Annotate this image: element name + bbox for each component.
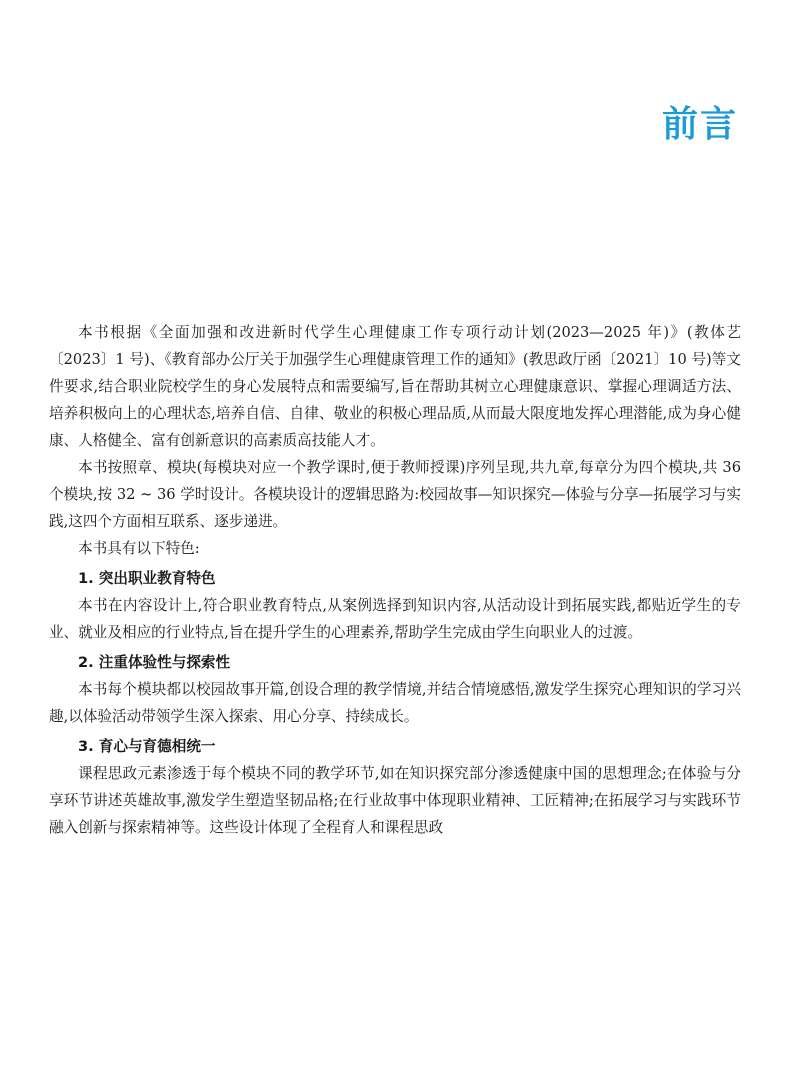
feature-heading-1: 1. 突出职业教育特色 (78, 570, 216, 587)
paragraph-feature-3: 课程思政元素渗透于每个模块不同的教学环节,如在知识探究部分渗透健康中国的思想理念;在体验与分享环节讲述英雄故事,激发学生塑造坚韧品格;在行业故事中体现职业精神、工匠精神;在拓展学习与实践环节融入创新与探索精神等。这些设计体现了全程育人和课程思政 (49, 765, 741, 836)
paragraph-feature-1: 本书在内容设计上,符合职业教育特点,从案例选择到知识内容,从活动设计到拓展实践,都贴近学生的专业、就业及相应的行业特点,旨在提升学生的心理素养,帮助学生完成由学生向职业人的过渡。 (49, 597, 741, 641)
paragraph-basis: 本书根据《全面加强和改进新时代学生心理健康工作专项行动计划(2023—2025 年)》(教体艺〔2023〕1 号)、《教育部办公厅关于加强学生心理健康管理工作的通知》(教思政厅函〔2021〕10 号)等文件要求,结合职业院校学生的身心发展特点和需要编写,旨在帮助其树立心理健康意识、掌握心理调适方法、培养积极向上的心理状态,培养自信、自律、敬业的积极心理品质,从而最大限度地发挥心理潜能,成为身心健康、人格健全、富有创新意识的高素质高技能人才。 (49, 324, 741, 449)
feature-heading-2: 2. 注重体验性与探索性 (78, 654, 231, 671)
paragraph-structure: 本书按照章、模块(每模块对应一个教学课时,便于教师授课)序列呈现,共九章,每章分为四个模块,共 36 个模块,按 32 ~ 36 学时设计。各模块设计的逻辑思路为:校园故事—知识探究—体验与分享—拓展学习与实践,这四个方面相互联系、逐步递进。 (49, 459, 741, 530)
paragraph-features-intro: 本书具有以下特色: (78, 540, 200, 557)
feature-heading-3: 3. 育心与育德相统一 (78, 738, 216, 755)
paragraph-feature-2: 本书每个模块都以校园故事开篇,创设合理的教学情境,并结合情境感悟,激发学生探究心理知识的学习兴趣,以体验活动带领学生深入探索、用心分享、持续成长。 (49, 681, 741, 725)
preface-body (49, 319, 741, 841)
page-title: 前言 (661, 104, 738, 145)
